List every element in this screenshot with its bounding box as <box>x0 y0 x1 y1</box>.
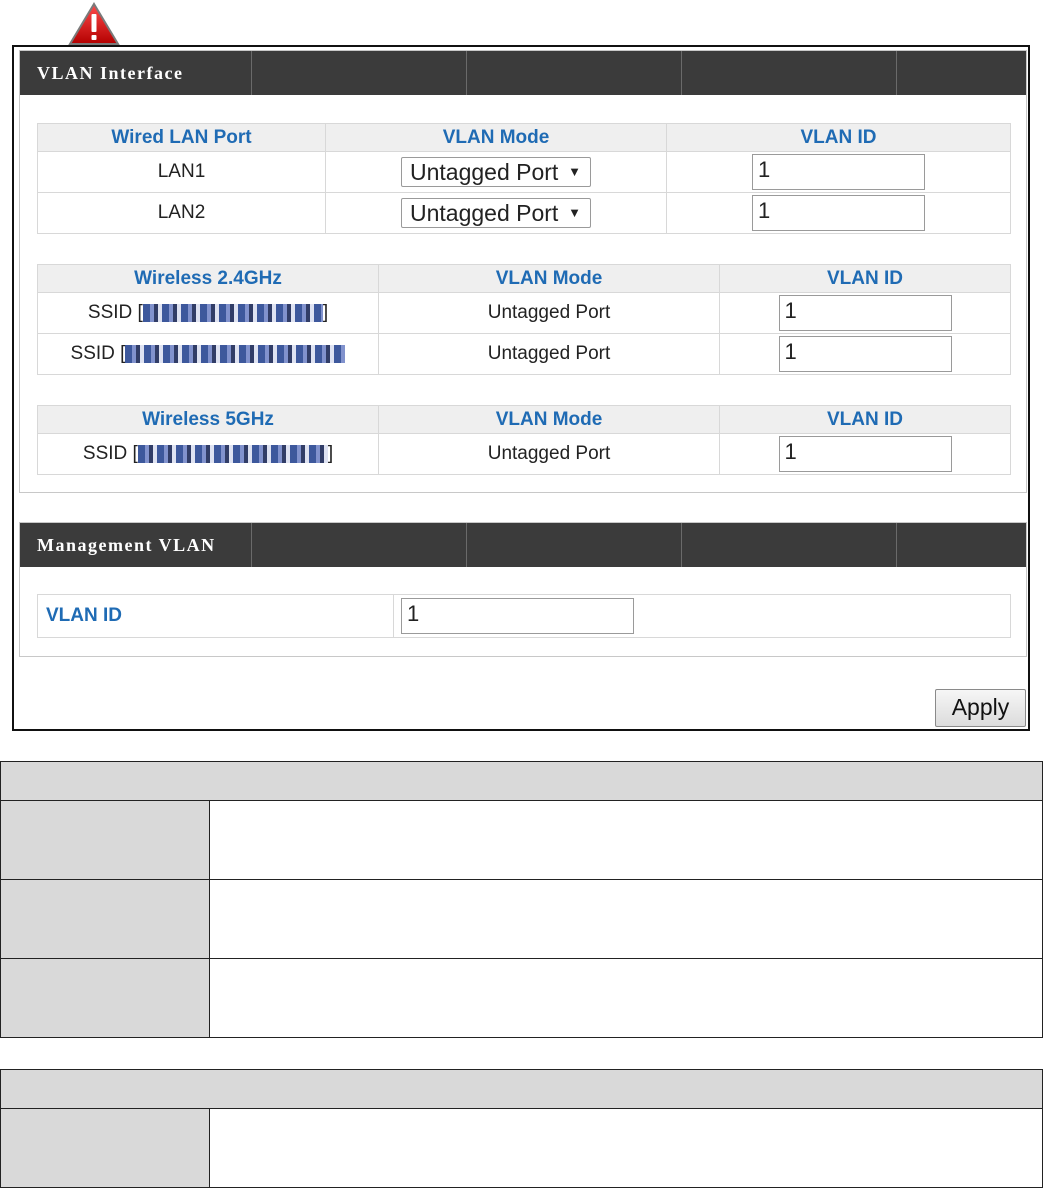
vlan-id-cell <box>667 152 1011 193</box>
vlan-mode-select[interactable] <box>401 157 591 187</box>
header-divider <box>466 523 467 567</box>
ssid-cell <box>38 293 379 334</box>
vlan-id-cell <box>720 293 1011 334</box>
port-name: LAN1 <box>38 152 326 193</box>
vlan-id-cell <box>667 193 1011 234</box>
dropdown-arrow-icon: ▼ <box>568 164 581 179</box>
panel-title: VLAN Interface <box>37 63 184 83</box>
header-divider <box>896 51 897 95</box>
column-header: VLAN Mode <box>326 124 667 152</box>
management-vlan-header <box>20 523 1026 567</box>
ssid-cell <box>38 334 379 375</box>
header-divider <box>681 51 682 95</box>
wired-lan-table <box>37 123 1011 234</box>
vlan-id-input[interactable]: 1 <box>779 336 952 372</box>
ssid-bracket: ] <box>322 302 329 323</box>
description-label-cell <box>1 880 210 959</box>
vlan-interface-header <box>20 51 1026 95</box>
wireless-5ghz-table <box>37 405 1011 475</box>
vlan-settings-frame <box>12 45 1030 731</box>
description-value-cell <box>210 880 1043 959</box>
description-value-cell <box>210 801 1043 880</box>
description-label-cell <box>1 1109 210 1188</box>
header-divider <box>466 51 467 95</box>
select-value: Untagged Port <box>410 159 559 185</box>
management-vlan-id-input[interactable]: 1 <box>401 598 634 634</box>
table-row <box>38 293 1011 334</box>
vlan-id-cell <box>720 334 1011 375</box>
vlan-mode-text: Untagged Port <box>379 334 720 375</box>
vlan-id-label: VLAN ID <box>38 595 394 638</box>
table-row <box>38 193 1011 234</box>
vlan-id-input[interactable]: 1 <box>752 154 925 190</box>
description-value-cell <box>210 1109 1043 1188</box>
vlan-mode-text: Untagged Port <box>379 293 720 334</box>
column-header: Wireless 5GHz <box>38 406 379 434</box>
redacted-ssid <box>143 304 323 322</box>
description-table-header <box>1 1070 1043 1109</box>
ssid-cell <box>38 434 379 475</box>
header-divider <box>251 51 252 95</box>
apply-button[interactable]: Apply <box>935 689 1026 727</box>
management-vlan-panel <box>19 522 1027 657</box>
column-header: VLAN ID <box>720 265 1011 293</box>
table-row <box>38 595 1011 638</box>
column-header: VLAN ID <box>720 406 1011 434</box>
vlan-mode-cell <box>326 193 667 234</box>
port-name: LAN2 <box>38 193 326 234</box>
vlan-mode-cell <box>326 152 667 193</box>
redacted-ssid <box>138 445 328 463</box>
description-label-cell <box>1 801 210 880</box>
ssid-label: SSID [ <box>70 343 126 364</box>
vlan-id-input[interactable]: 1 <box>752 195 925 231</box>
redacted-ssid <box>125 345 345 363</box>
warning-triangle-icon <box>68 2 120 46</box>
column-header: VLAN Mode <box>379 406 720 434</box>
column-header: VLAN ID <box>667 124 1011 152</box>
vlan-id-cell <box>394 595 1011 638</box>
header-divider <box>896 523 897 567</box>
table-row <box>38 434 1011 475</box>
ssid-label: SSID [ <box>82 443 138 464</box>
vlan-mode-text: Untagged Port <box>379 434 720 475</box>
table-row <box>38 334 1011 375</box>
vlan-mode-select[interactable] <box>401 198 591 228</box>
description-table <box>0 1069 1043 1188</box>
select-value: Untagged Port <box>410 200 559 226</box>
management-vlan-table <box>37 594 1011 638</box>
column-header: VLAN Mode <box>379 265 720 293</box>
table-row <box>38 152 1011 193</box>
vlan-id-input[interactable]: 1 <box>779 295 952 331</box>
description-table <box>0 761 1043 1038</box>
panel-title: Management VLAN <box>37 535 216 555</box>
description-value-cell <box>210 959 1043 1038</box>
ssid-bracket: ] <box>327 443 334 464</box>
wireless-24ghz-table <box>37 264 1011 375</box>
vlan-interface-panel <box>19 50 1027 493</box>
vlan-id-cell <box>720 434 1011 475</box>
column-header: Wireless 2.4GHz <box>38 265 379 293</box>
vlan-id-input[interactable]: 1 <box>779 436 952 472</box>
description-label-cell <box>1 959 210 1038</box>
header-divider <box>251 523 252 567</box>
dropdown-arrow-icon: ▼ <box>568 205 581 220</box>
header-divider <box>681 523 682 567</box>
column-header: Wired LAN Port <box>38 124 326 152</box>
description-table-header <box>1 762 1043 801</box>
ssid-label: SSID [ <box>87 302 143 323</box>
